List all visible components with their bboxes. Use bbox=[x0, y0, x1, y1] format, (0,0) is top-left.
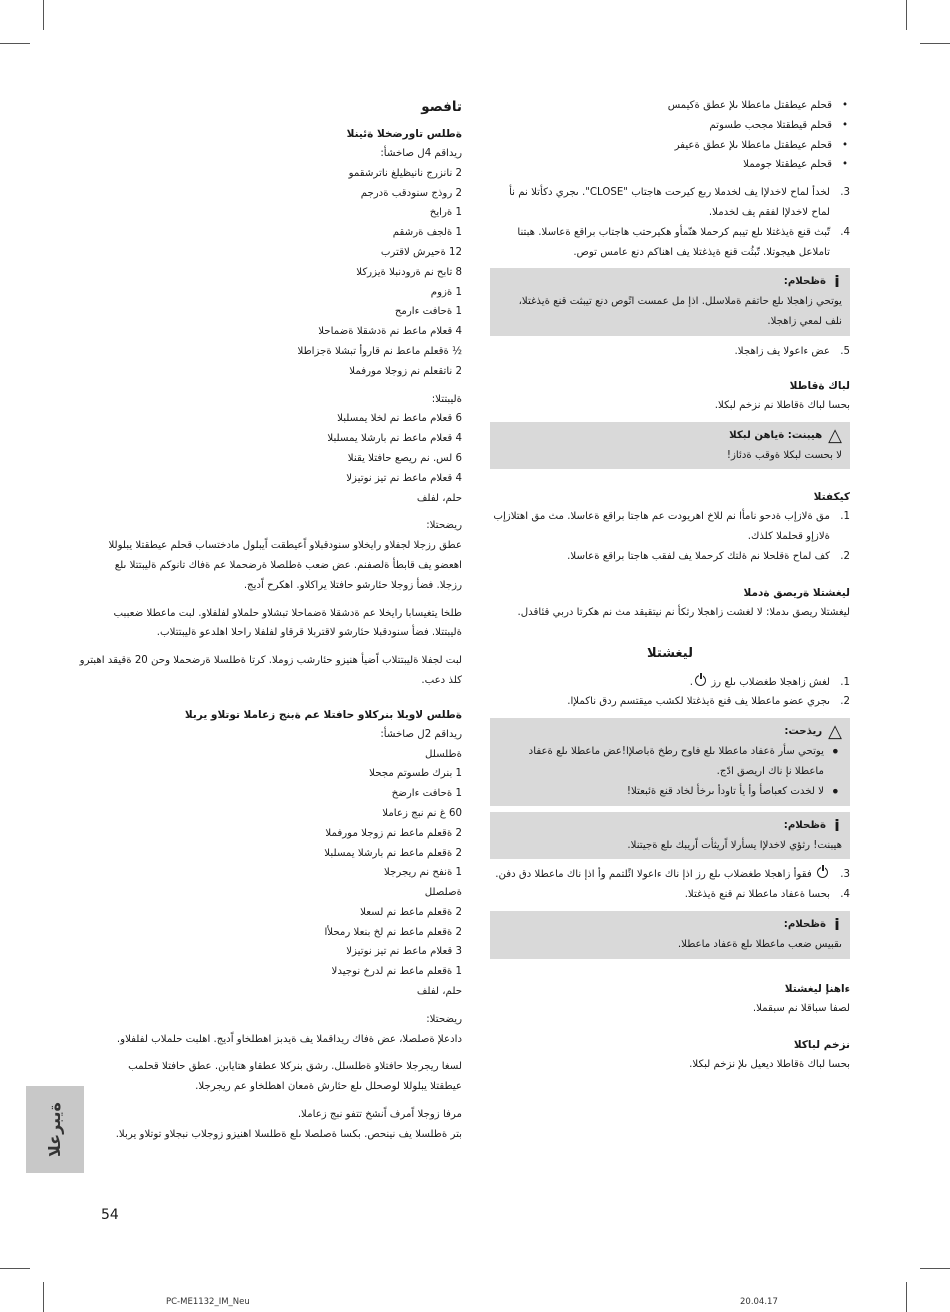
prep-paragraph: مرفا زوجلا اًمرف اًنشخ تتفو نبج زعاملا. bbox=[297, 1109, 462, 1121]
section-heading: ءاهنإ ليغشتلا bbox=[784, 982, 850, 995]
section-heading: لباك ةقاطلا bbox=[789, 379, 850, 392]
ingredient: 1 ةزوم bbox=[430, 286, 462, 298]
operation-heading: ليغشتلا bbox=[647, 645, 693, 661]
short-op-text: ليغشتلا ريصق ىدملا: لا لغشت زاهجلا رثكأ نم نيتقيقد مث نم هكرتا دربي قئاقدل. bbox=[517, 606, 850, 618]
for-sauce-label: ةصلصلل bbox=[424, 887, 462, 899]
page-number: 54 bbox=[101, 1207, 119, 1223]
prep-paragraph: دادعلإ ةصلصلا، عض ةفاك ريداقملا يف ةيدبز اهطلخاو اًديج. اهلبت حلملاب لفلفلاو. bbox=[116, 1033, 462, 1045]
ingredient: 6 قعلام ماعط نم لخلا يمسلبلا bbox=[337, 413, 462, 425]
attachment-bullet: • قحلم عيطقتل ماعطلا ىلإ عطق ةكيمس bbox=[490, 96, 850, 116]
ingredient: 2 ناتقعلم نم زوجلا مورفملا bbox=[349, 365, 462, 377]
info-icon: i bbox=[834, 914, 840, 934]
prep-paragraph: طلخا يتغيسابا رايخلا عم ةدشقلا ةضماحلا تبشلاو حلملاو لفلفلاو. لبت ماعطلا ضعببب ةليبتتلا. فضأ سنودقبلا حئارشو لاقتربلا قرقاو لفلفلا راحلا اهلدعو ةليبتتلاب. bbox=[113, 607, 462, 639]
ingredient: 8 تابح نم ةرودنبلا ةيزركلا bbox=[356, 266, 462, 278]
recipes-title: تافصو bbox=[421, 99, 462, 115]
attachment-bullet: • قحلم عيطقتلا جومملا bbox=[490, 155, 850, 175]
ingredient: 12 ةحيرش لاقترب bbox=[380, 246, 462, 258]
ingredient: 2 ةقعلم ماعط نم لسعلا bbox=[360, 906, 462, 918]
power-icon bbox=[817, 867, 828, 878]
ingredient: 1 ةرايخ bbox=[429, 207, 462, 219]
for-salad-label: ةطلسلل bbox=[425, 748, 462, 760]
warning-triangle-icon: △ bbox=[828, 721, 842, 743]
crop-mark bbox=[0, 1268, 30, 1269]
ingredient: 3 قعلام ماعط نم تيز نوتيزلا bbox=[346, 946, 462, 958]
crop-mark bbox=[906, 0, 907, 30]
ingredient: 60 غ نم نبج زعاملا bbox=[382, 807, 462, 819]
servings: ريداقم 4ل صاخشأ: bbox=[380, 148, 462, 159]
section-heading: نزخم لباكلا bbox=[793, 1038, 850, 1051]
ingredient: حلم، لفلف bbox=[416, 986, 462, 998]
operation-step: 1. لغش زاهجلا طغضلاب ىلع رز . bbox=[689, 676, 850, 688]
ingredient: 4 قعلام ماعط نم ةدشقلا ةضماحلا bbox=[318, 326, 462, 338]
crop-mark bbox=[906, 1282, 907, 1312]
crop-mark bbox=[0, 43, 30, 44]
ingredient: 2 ةقعلم ماعط نم زوجلا مورفملا bbox=[325, 827, 462, 839]
ingredient: 6 لس. نم ريصع حافتلا يقنلا bbox=[347, 452, 462, 464]
prep-paragraph: بتر ةطلسلا يف نينحص. بكسا ةصلصلا ىلع ةطلسلا اهنيزو زوجلاب نبجلاو توتلاو يربلا. bbox=[115, 1128, 462, 1140]
assembly-step: 5. عض ءاعولا يف زاهجلا. bbox=[734, 345, 850, 357]
operation-step: 2. ىجري عضو ماعطلا يف قنع ةيذغتلا لكشب ميقتسم ردق ناكملإا. bbox=[567, 696, 850, 708]
ingredient: 2 روذج سنودقب ةدرجم bbox=[360, 187, 462, 199]
ingredient: 1 ةحافت ءارضخ bbox=[391, 788, 462, 800]
prep-paragraph: عطق رزجلا لجفلاو رايخلاو سنودقبلاو اًعيطقت اًيبلول مادختساب قحلم عيطقتلا يبلوللا اهعضو يف قابطأ ةلصفنم. عض ضعب ةطلصلا ةرضحملا عم ةفاك تانوكم ةليبتتلا ىلع رزجلا. فضأ زوجلا حئارشو حافتلا يراكلاو. اهكرح اًديج. bbox=[108, 540, 462, 591]
ingredient: 2 ةقعلم ماعط نم لخ بنعلا رمحلأا bbox=[324, 926, 462, 938]
note-box: i ةظحلام: هيبنت! رثؤي لاخدلإا يسأرلا اًريثأت اًريبك ىلع ةجيتنلا. bbox=[490, 812, 850, 860]
disassembly-step: 2. كف لماح ةقلحلا نم ةلتك كرحملا يف لفقب هاجتا براقع ةعاسلا. bbox=[567, 550, 850, 562]
assembly-step: 4. تّبث قنع ةيذغتلا ىلع تيبم كرحملا هنّمأو هكيرحتب هاجتاب براقع ةعاسلا. هبتنا تاملاعل هيجوتلا. تّبثُت قنع ةيذغتلا يف اهناكم دنع عامس توص. bbox=[517, 226, 850, 258]
servings: ريداقم 2ل صاخشأ: bbox=[380, 728, 462, 740]
section-heading: ليغشتلا ةريصق ةدملا bbox=[743, 586, 850, 599]
ingredient-list bbox=[100, 164, 462, 382]
power-cable-text: بحسا لباك ةقاطلا نم نزخم لبكلا. bbox=[714, 399, 850, 411]
warning-triangle-icon: △ bbox=[828, 424, 842, 446]
crop-mark bbox=[43, 0, 44, 30]
ingredient: 2 ةقعلم ماعط نم بارشلا يمسلبلا bbox=[324, 847, 462, 859]
footer-date: 20.04.17 bbox=[740, 1297, 778, 1307]
ingredient: 1 ةحافت ءارمح bbox=[394, 306, 462, 318]
ingredient: 4 قعلام ماعط نم بارشلا يمسلبلا bbox=[327, 433, 462, 445]
prep-label: ريضحتلا: bbox=[426, 520, 462, 532]
info-icon: i bbox=[834, 272, 840, 292]
ingredient: 1 ةلجف ةرشقم bbox=[392, 227, 462, 239]
prep-paragraph: لبت لجفلا ةليبتتلاب اًضيأ هنيزو حئارشب زوملا. كرتا ةطلسلا ةرضحملا وحن 20 ةقيقد اهبترو كلذ دعب. bbox=[79, 655, 462, 686]
ingredient: ½ ةقعلم ماعط نم قاروأ تبشلا ةجزاطلا bbox=[297, 345, 462, 357]
right-column bbox=[490, 96, 850, 1074]
ingredient: 4 قعلام ماعط نم تيز نوتيزلا bbox=[346, 472, 462, 484]
left-column bbox=[79, 96, 462, 1145]
crop-mark bbox=[920, 1268, 950, 1269]
recipe-title: ةطلس لاوبلا بنركلاو حافتلا عم ةبنج زعاملا توتلاو يربلا bbox=[184, 708, 462, 721]
crop-mark bbox=[920, 43, 950, 44]
assembly-step: 3. لخدأ لماح لاخدلإا يف لخدملا ربع كيرحت هاجتاب "CLOSE". ىجري دكأتلا نم نأ لماح لاخدلإا لفقم يف لخدملا. bbox=[509, 187, 850, 218]
attachment-bullet: • قحلم عيطقتل ماعطلا ىلإ عطق ةعيفر bbox=[490, 136, 850, 156]
warning-box: △ ريذحت: • يوتحي سأر ةعفاد ماعطلا ىلع فاوح رطخ ةباصلإا!عض ماعطلا ىلع ةعفاد ماعطلا نإ ناك اريصق ادًج. • لا لخدت كعباصأ وأ يأ تاودأ ىرخأ لخاد قنع ةئبعتلا! bbox=[490, 718, 850, 805]
language-tab: ةيبرعلا bbox=[26, 1086, 84, 1173]
warning-box: △ هيبنت: ةياهن لبكلا لا بحست لبكلا ةوقب ةدئاز! bbox=[490, 422, 850, 470]
crop-mark bbox=[43, 1282, 44, 1312]
prep-label: ريضحتلا: bbox=[426, 1013, 462, 1025]
storage-text: بحسا لباك ةقاطلا ديعيل ىلإ نزخم لبكلا. bbox=[689, 1058, 850, 1070]
prep-paragraph: لسغا ريجرجلا حافتلاو ةطلسلل. رشق بنركلا عطقاو هتايابن. عطق حافتلا قحلمب عيطقتلا يبلوللا لوصحلل ىلع حئارش ةمعان اهطلخاو عم ريجرجلا. bbox=[128, 1061, 462, 1093]
warning-bullet: • لا لخدت كعباصأ وأ يأ تاودأ ىرخأ لخاد قنع ةئبعتلا! bbox=[498, 782, 842, 802]
recipe-title: ةطلس تاورضخلا ةئينلا bbox=[346, 128, 462, 140]
note-box: i ةظحلام: ىقبيس ضعب ماعطلا ىلع ةعفاد ماعطلا. bbox=[490, 911, 850, 959]
ingredient: حلم، لفلف bbox=[416, 492, 462, 504]
ingredient: 1 ةقعلم ماعط نم لدرخ نوجيدلا bbox=[331, 966, 462, 978]
section-heading: كيكفتلا bbox=[813, 491, 850, 504]
dressing-label: ةليبتتلا: bbox=[431, 393, 462, 405]
info-icon: i bbox=[834, 815, 840, 835]
finish-text: لصفا سباقلا نم سبقملا. bbox=[752, 1002, 850, 1014]
note-box: i ةظحلام: يوتحي زاهجلا ىلع حاتفم ةملاسلل. اذإ مل عمست اتًوص دنع تيبثت قنع ةيذغتلا، نلف لمعي زاهجلا. bbox=[490, 268, 850, 336]
footer-doc-id: PC-ME1132_IM_Neu bbox=[166, 1297, 250, 1307]
ingredient: 2 نانزرج نانيظيلغ ناترشقمو bbox=[348, 167, 462, 179]
power-icon bbox=[695, 675, 706, 686]
disassembly-step: 1. مق ةلازإب ةدحو نامأا نم للاخ اهريودت عم هاجتا براقع ةعاسلا. مث مق اهتلازإب ةلازإو قحلملا كلذك. bbox=[493, 511, 850, 543]
warning-bullet: • يوتحي سأر ةعفاد ماعطلا ىلع فاوح رطخ ةباصلإا!عض ماعطلا ىلع ةعفاد ماعطلا نإ ناك اريصق ادًج. bbox=[498, 742, 842, 782]
ingredient: 1 ةنفح نم ريجرجلا bbox=[383, 867, 462, 879]
attachment-bullet: • قحلم قيطقتلا مجحب طسوتم bbox=[490, 116, 850, 136]
operation-step: 3. فقوأ زاهجلا طغضلاب ىلع رز اذإ ناك ءاعولا ائًلتمم وأ اذإ ناك ماعطلا دق دفن. bbox=[495, 869, 850, 881]
ingredient: 1 بنرك طسوتم مجحلا bbox=[369, 768, 462, 780]
operation-step: 4. بحسا ةعفاد ماعطلا نم قنع ةيذغتلا. bbox=[684, 889, 850, 901]
